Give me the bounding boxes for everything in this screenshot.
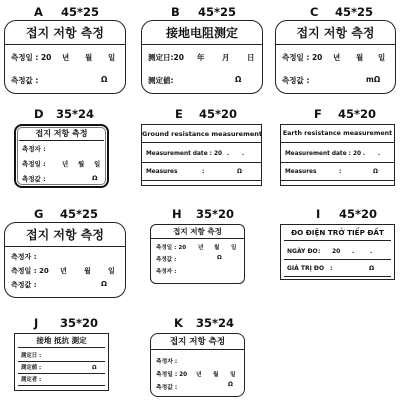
date-label: 測定日 : (21, 353, 42, 359)
label-size: 35*24 (196, 316, 235, 330)
label-title: 接地电阻测定 (142, 21, 262, 45)
date-label: 측정일 : 20 (156, 372, 188, 378)
inspector-row (16, 144, 107, 156)
ohm-unit: Ω (237, 169, 242, 175)
ohm-unit: Ω (101, 75, 108, 84)
label-a (4, 4, 126, 94)
label-letter: G (34, 207, 44, 221)
date-row (142, 52, 262, 66)
ohm-unit: Ω (228, 382, 233, 388)
label-title: 접지 저항 측정 (151, 225, 244, 239)
label-title: 접지 저항 측정 (5, 21, 125, 45)
label-letter: A (34, 5, 43, 19)
value-row (151, 382, 244, 393)
label-g (4, 206, 126, 298)
value-label: 측정값 : (11, 281, 37, 289)
label-size: 45*25 (60, 207, 99, 221)
date-label: 측정일 : 20 (156, 245, 187, 251)
date-label: 측정일 : (22, 160, 46, 168)
label-size: 45*20 (338, 107, 377, 121)
label-card (280, 224, 395, 280)
label-card (4, 20, 126, 94)
value-row (18, 363, 105, 374)
date-label: Measurement date : 20 (285, 151, 362, 157)
value-row (281, 165, 394, 181)
value-colon: : (202, 169, 205, 175)
label-letter: H (172, 207, 182, 221)
value-row (276, 75, 395, 89)
day-unit: 일 (94, 160, 101, 168)
label-letter: C (310, 5, 319, 19)
year-unit: 年 (197, 53, 205, 62)
label-title: 접지 저항 측정 (276, 21, 395, 45)
date-row (18, 351, 105, 362)
label-card (150, 224, 245, 284)
value-row (142, 75, 262, 89)
label-title: Earth resistance measurement (281, 125, 394, 143)
inspector-row (18, 375, 105, 386)
value-label: Measures (285, 169, 317, 175)
label-k (150, 315, 245, 397)
date-separator: . (242, 151, 245, 157)
inspector-label: 측정자 : (11, 253, 37, 261)
label-card (280, 124, 395, 186)
label-card (14, 124, 109, 188)
day-unit: 일 (231, 245, 237, 251)
ohm-unit: Ω (92, 365, 97, 371)
ohm-unit: Ω (217, 255, 222, 261)
label-card (141, 124, 262, 186)
label-size: 35*20 (196, 207, 235, 221)
ohm-unit: Ω (373, 169, 378, 175)
date-separator: . (352, 248, 355, 255)
label-card (141, 20, 263, 94)
label-letter: I (316, 207, 321, 221)
label-letter: E (175, 107, 183, 121)
date-row (276, 52, 395, 66)
date-separator: . (227, 151, 230, 157)
value-row (5, 75, 125, 89)
value-colon: : (339, 169, 342, 175)
label-e (141, 106, 262, 186)
date-label: 측정일 : 20 (282, 53, 323, 62)
value-row (151, 255, 244, 266)
label-b (141, 4, 263, 94)
date-colon: : (318, 248, 321, 255)
date-separator: . (370, 248, 373, 255)
date-prefix: 20 (332, 248, 341, 255)
label-letter: B (171, 5, 180, 19)
label-card (275, 20, 396, 94)
date-separator: . (378, 151, 381, 157)
label-h (150, 206, 245, 284)
date-label: NGÀY ĐO (287, 248, 318, 255)
value-label: 측정값 : (22, 175, 46, 183)
milliohm-unit: mΩ (366, 75, 381, 84)
year-unit: 년 (62, 53, 70, 62)
date-row (151, 243, 244, 254)
label-size: 45*25 (61, 5, 100, 19)
value-row (142, 165, 261, 181)
label-size: 45*25 (198, 5, 237, 19)
date-separator: . (363, 151, 366, 157)
inspector-label: 측정자 : (156, 359, 178, 365)
year-unit: 년 (196, 372, 202, 378)
ohm-unit: Ω (369, 265, 375, 272)
date-row (5, 266, 125, 278)
label-letter: F (314, 107, 322, 121)
year-unit: 년 (333, 53, 341, 62)
inspector-label: 측정자 : (22, 145, 46, 153)
label-title: 접지 저항 측정 (19, 126, 104, 141)
label-f (280, 106, 395, 186)
month-unit: 月 (222, 53, 230, 62)
label-size: 45*20 (199, 107, 238, 121)
label-title: ĐO ĐIỆN TRỞ TIẾP ĐẤT (284, 225, 391, 241)
label-title: 접지 저항 측정 (5, 223, 125, 247)
value-label: 측정값 : (156, 257, 177, 263)
value-label: 측정값 : (282, 76, 310, 85)
label-card (4, 222, 126, 298)
value-label: 측정값 : (156, 385, 178, 391)
label-size: 35*20 (60, 316, 99, 330)
month-unit: 월 (78, 160, 85, 168)
date-label: 测定日:20 (148, 53, 184, 62)
inspector-label: 測定者 : (21, 377, 42, 383)
day-unit: 일 (230, 372, 236, 378)
day-unit: 일 (108, 267, 115, 275)
label-size: 35*24 (56, 107, 95, 121)
label-i (280, 206, 395, 280)
inspector-row (151, 267, 244, 278)
month-unit: 월 (214, 245, 220, 251)
year-unit: 년 (62, 160, 69, 168)
ohm-unit: Ω (92, 174, 98, 182)
value-label: GIÁ TRỊ ĐO (287, 265, 325, 272)
label-size: 45*25 (335, 5, 374, 19)
value-row (284, 262, 391, 277)
year-unit: 년 (60, 267, 67, 275)
label-j (14, 315, 109, 391)
day-unit: 일 (378, 53, 386, 62)
date-row (284, 245, 391, 260)
date-label: Measurement date : 20 (146, 151, 223, 157)
value-label: 測定値 : (21, 365, 42, 371)
value-label: Measures (146, 169, 178, 175)
date-row (151, 369, 244, 380)
value-row (5, 280, 125, 292)
ohm-unit: Ω (235, 75, 242, 84)
label-letter: D (34, 107, 44, 121)
label-d (14, 106, 109, 188)
date-label: 측정일 : 20 (11, 267, 49, 275)
day-unit: 일 (108, 53, 116, 62)
label-letter: K (174, 316, 183, 330)
month-unit: 월 (85, 53, 93, 62)
label-title: Ground resistance measurement (142, 125, 261, 143)
year-unit: 년 (198, 245, 204, 251)
date-row (281, 147, 394, 163)
value-label: 测定値: (148, 76, 174, 85)
day-unit: 日 (247, 53, 255, 62)
label-title: 接地 抵抗 測定 (18, 334, 105, 348)
month-unit: 월 (84, 267, 91, 275)
label-size: 45*20 (339, 207, 378, 221)
label-letter: J (34, 316, 39, 330)
value-row (16, 174, 107, 186)
label-c (275, 4, 396, 94)
label-card (14, 333, 109, 391)
ohm-unit: Ω (101, 280, 107, 288)
inspector-row (5, 252, 125, 264)
date-row (16, 159, 107, 171)
date-row (5, 52, 125, 66)
date-row (142, 147, 261, 163)
value-colon: : (330, 265, 333, 272)
month-unit: 월 (356, 53, 364, 62)
inspector-row (151, 356, 244, 367)
label-title: 접지 저항 측정 (151, 334, 244, 350)
date-label: 측정일 : 20 (11, 53, 52, 62)
label-card (150, 333, 245, 397)
month-unit: 월 (213, 372, 219, 378)
inspector-label: 측정자 : (156, 269, 177, 275)
value-label: 측정값 : (11, 76, 39, 85)
